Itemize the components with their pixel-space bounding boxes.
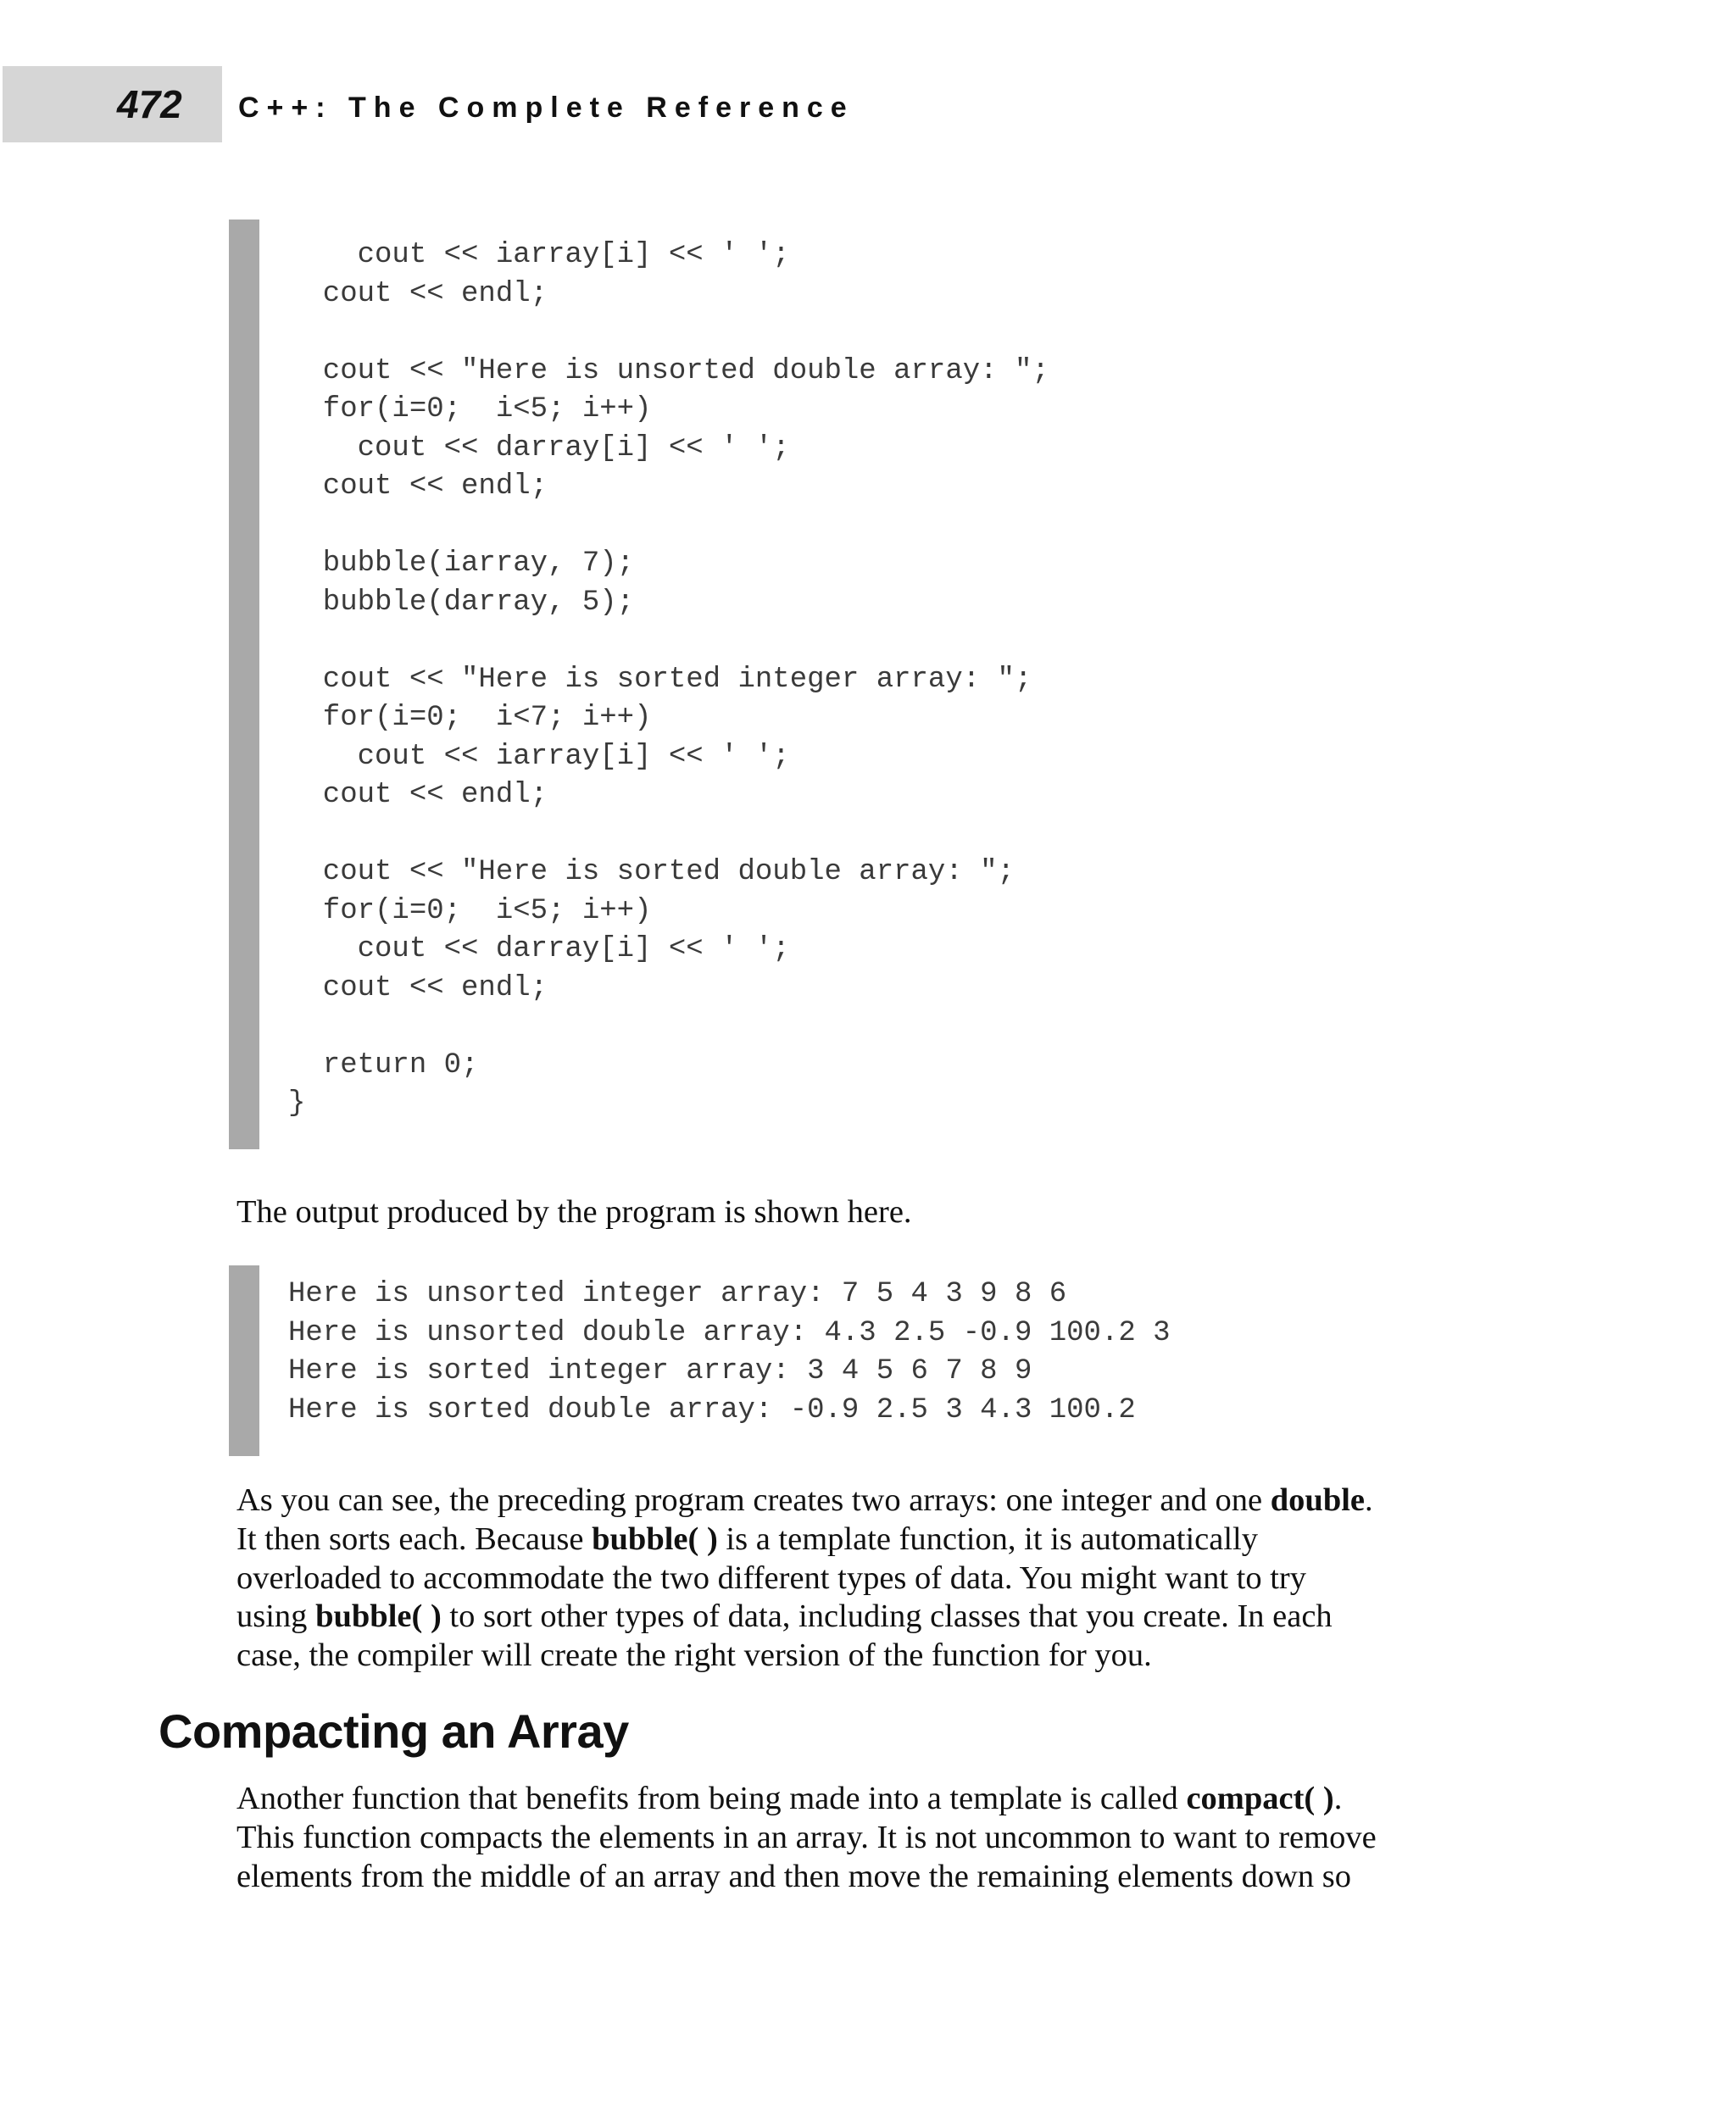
- text-run: to sort other types of data, including classes that you create. In each: [441, 1598, 1333, 1635]
- text-run: .: [1333, 1781, 1343, 1816]
- text-run: Another function that benefits from being made into a template is called: [236, 1781, 1187, 1816]
- paragraph-compact-intro: [236, 1780, 1491, 1896]
- code-line: return 0;: [288, 1048, 479, 1081]
- text-run: .: [1365, 1482, 1373, 1518]
- text-line: This function compacts the elements in an array. It is not uncommon to want to remove: [236, 1819, 1377, 1855]
- code-line: cout << "Here is sorted integer array: ";: [288, 663, 1032, 696]
- code-line: cout << darray[i] << ' ';: [288, 431, 790, 464]
- keyword-bubble: bubble( ): [592, 1520, 718, 1557]
- keyword-compact: compact( ): [1186, 1781, 1334, 1816]
- text-run: As you can see, the preceding program creates two arrays: one integer and one: [236, 1482, 1271, 1518]
- text-run: is a template function, it is automatically: [717, 1520, 1259, 1557]
- text-line: case, the compiler will create the right version of the function for you.: [236, 1637, 1152, 1674]
- code-line: bubble(darray, 5);: [288, 586, 635, 619]
- program-output: [288, 1276, 1171, 1431]
- text-run: using: [236, 1598, 316, 1635]
- code-line: cout << endl;: [288, 971, 548, 1004]
- text-run: It then sorts each. Because: [236, 1520, 593, 1557]
- output-intro: The output produced by the program is shown here.: [236, 1194, 912, 1230]
- code-line: cout << endl;: [288, 470, 548, 503]
- running-head: C++: The Complete Reference: [238, 92, 854, 124]
- paragraph-explanation: [236, 1482, 1491, 1676]
- code-line: for(i=0; i<5; i++): [288, 894, 652, 927]
- page-number-tab: [3, 66, 222, 142]
- page-number: 472: [117, 82, 182, 126]
- code-line: }: [288, 1087, 306, 1120]
- code-listing-bar: [229, 220, 259, 1149]
- text-line: overloaded to accommodate the two different types of data. You might want to try: [236, 1559, 1307, 1596]
- code-line: for(i=0; i<5; i++): [288, 393, 652, 425]
- code-line: cout << iarray[i] << ' ';: [288, 740, 790, 773]
- code-line: cout << endl;: [288, 277, 548, 310]
- output-line: Here is unsorted double array: 4.3 2.5 -0.9 100.2 3: [288, 1316, 1171, 1349]
- output-line: Here is unsorted integer array: 7 5 4 3 9 8 6: [288, 1278, 1067, 1310]
- code-line: cout << endl;: [288, 779, 548, 811]
- keyword-double: double: [1270, 1482, 1366, 1518]
- code-line: for(i=0; i<7; i++): [288, 702, 652, 734]
- keyword-bubble: bubble( ): [315, 1598, 442, 1635]
- code-listing: [288, 236, 1049, 1124]
- output-line: Here is sorted integer array: 3 4 5 6 7 8 9: [288, 1355, 1032, 1388]
- section-heading: Compacting an Array: [159, 1704, 629, 1758]
- code-line: cout << "Here is sorted double array: ";: [288, 856, 1015, 888]
- code-line: cout << darray[i] << ' ';: [288, 933, 790, 965]
- code-line: bubble(iarray, 7);: [288, 548, 635, 580]
- output-listing-bar: [229, 1265, 259, 1456]
- code-line: cout << "Here is unsorted double array: ";: [288, 354, 1049, 387]
- text-line: elements from the middle of an array and then move the remaining elements down so: [236, 1858, 1352, 1894]
- output-line: Here is sorted double array: -0.9 2.5 3 4.3 100.2: [288, 1394, 1136, 1427]
- code-line: cout << iarray[i] << ' ';: [288, 239, 790, 271]
